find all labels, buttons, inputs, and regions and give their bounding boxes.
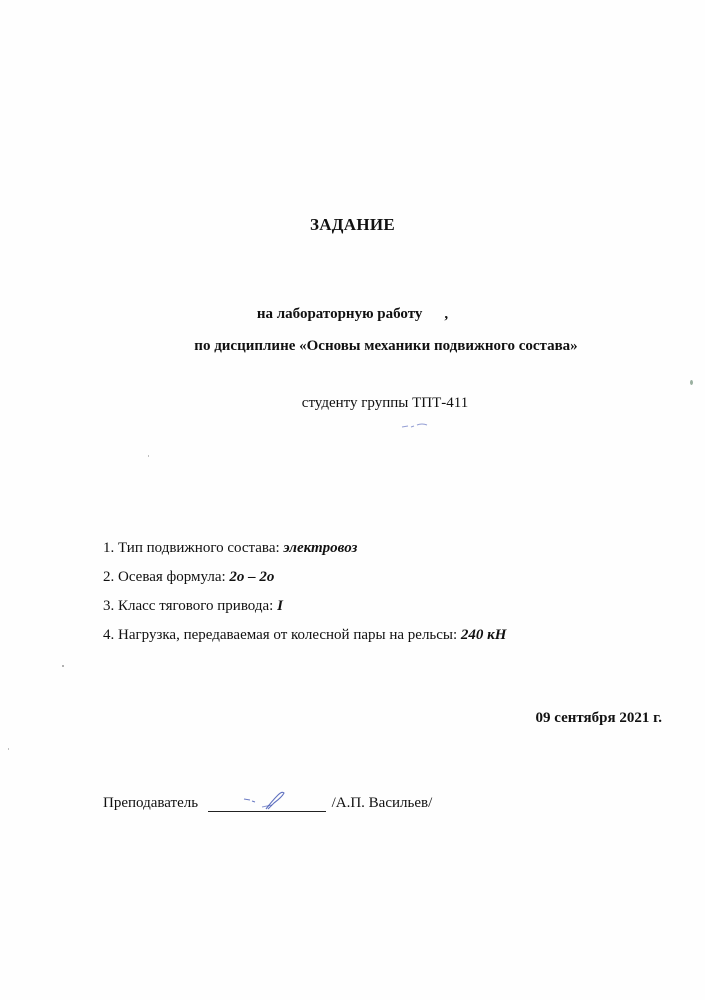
student-group-line: студенту группы ТПТ-411: [301, 395, 469, 411]
item-label: 1. Тип подвижного состава:: [103, 540, 284, 556]
subtitle-lab-work-text: на лабораторную работу: [256, 306, 423, 322]
item-value: 2о – 2о: [229, 569, 275, 585]
item-value: электровоз: [283, 540, 358, 556]
list-item: [103, 597, 663, 626]
small-signature-mark: [400, 422, 430, 430]
item-value: I: [277, 598, 283, 614]
teacher-name: /А.П. Васильев/: [331, 795, 433, 811]
signature-line: [208, 795, 326, 812]
item-value: 240 кН: [460, 627, 507, 643]
list-item: [103, 568, 663, 597]
teacher-signature-row: [103, 795, 432, 812]
teacher-label: Преподаватель: [103, 795, 199, 811]
item-label: 2. Осевая формула:: [103, 569, 230, 585]
list-item: [103, 626, 663, 655]
item-label: 4. Нагрузка, передаваемая от колесной пары на рельсы:: [103, 627, 461, 643]
task-items-list: [103, 539, 663, 655]
item-label: 3. Класс тягового привода:: [103, 598, 278, 614]
scan-speck: [690, 380, 693, 385]
document-title: ЗАДАНИЕ: [309, 215, 396, 234]
subtitle-mark: ,: [444, 306, 449, 322]
issue-date: 09 сентября 2021 г.: [535, 710, 662, 726]
subtitle-lab-work: [0, 306, 705, 323]
list-item: [103, 539, 663, 568]
signature-icon: [238, 787, 298, 813]
scan-speck: [62, 665, 64, 667]
subtitle-discipline: по дисциплине «Основы механики подвижного состава»: [194, 338, 578, 354]
scan-speck: [8, 748, 9, 750]
scan-speck: [148, 455, 149, 457]
